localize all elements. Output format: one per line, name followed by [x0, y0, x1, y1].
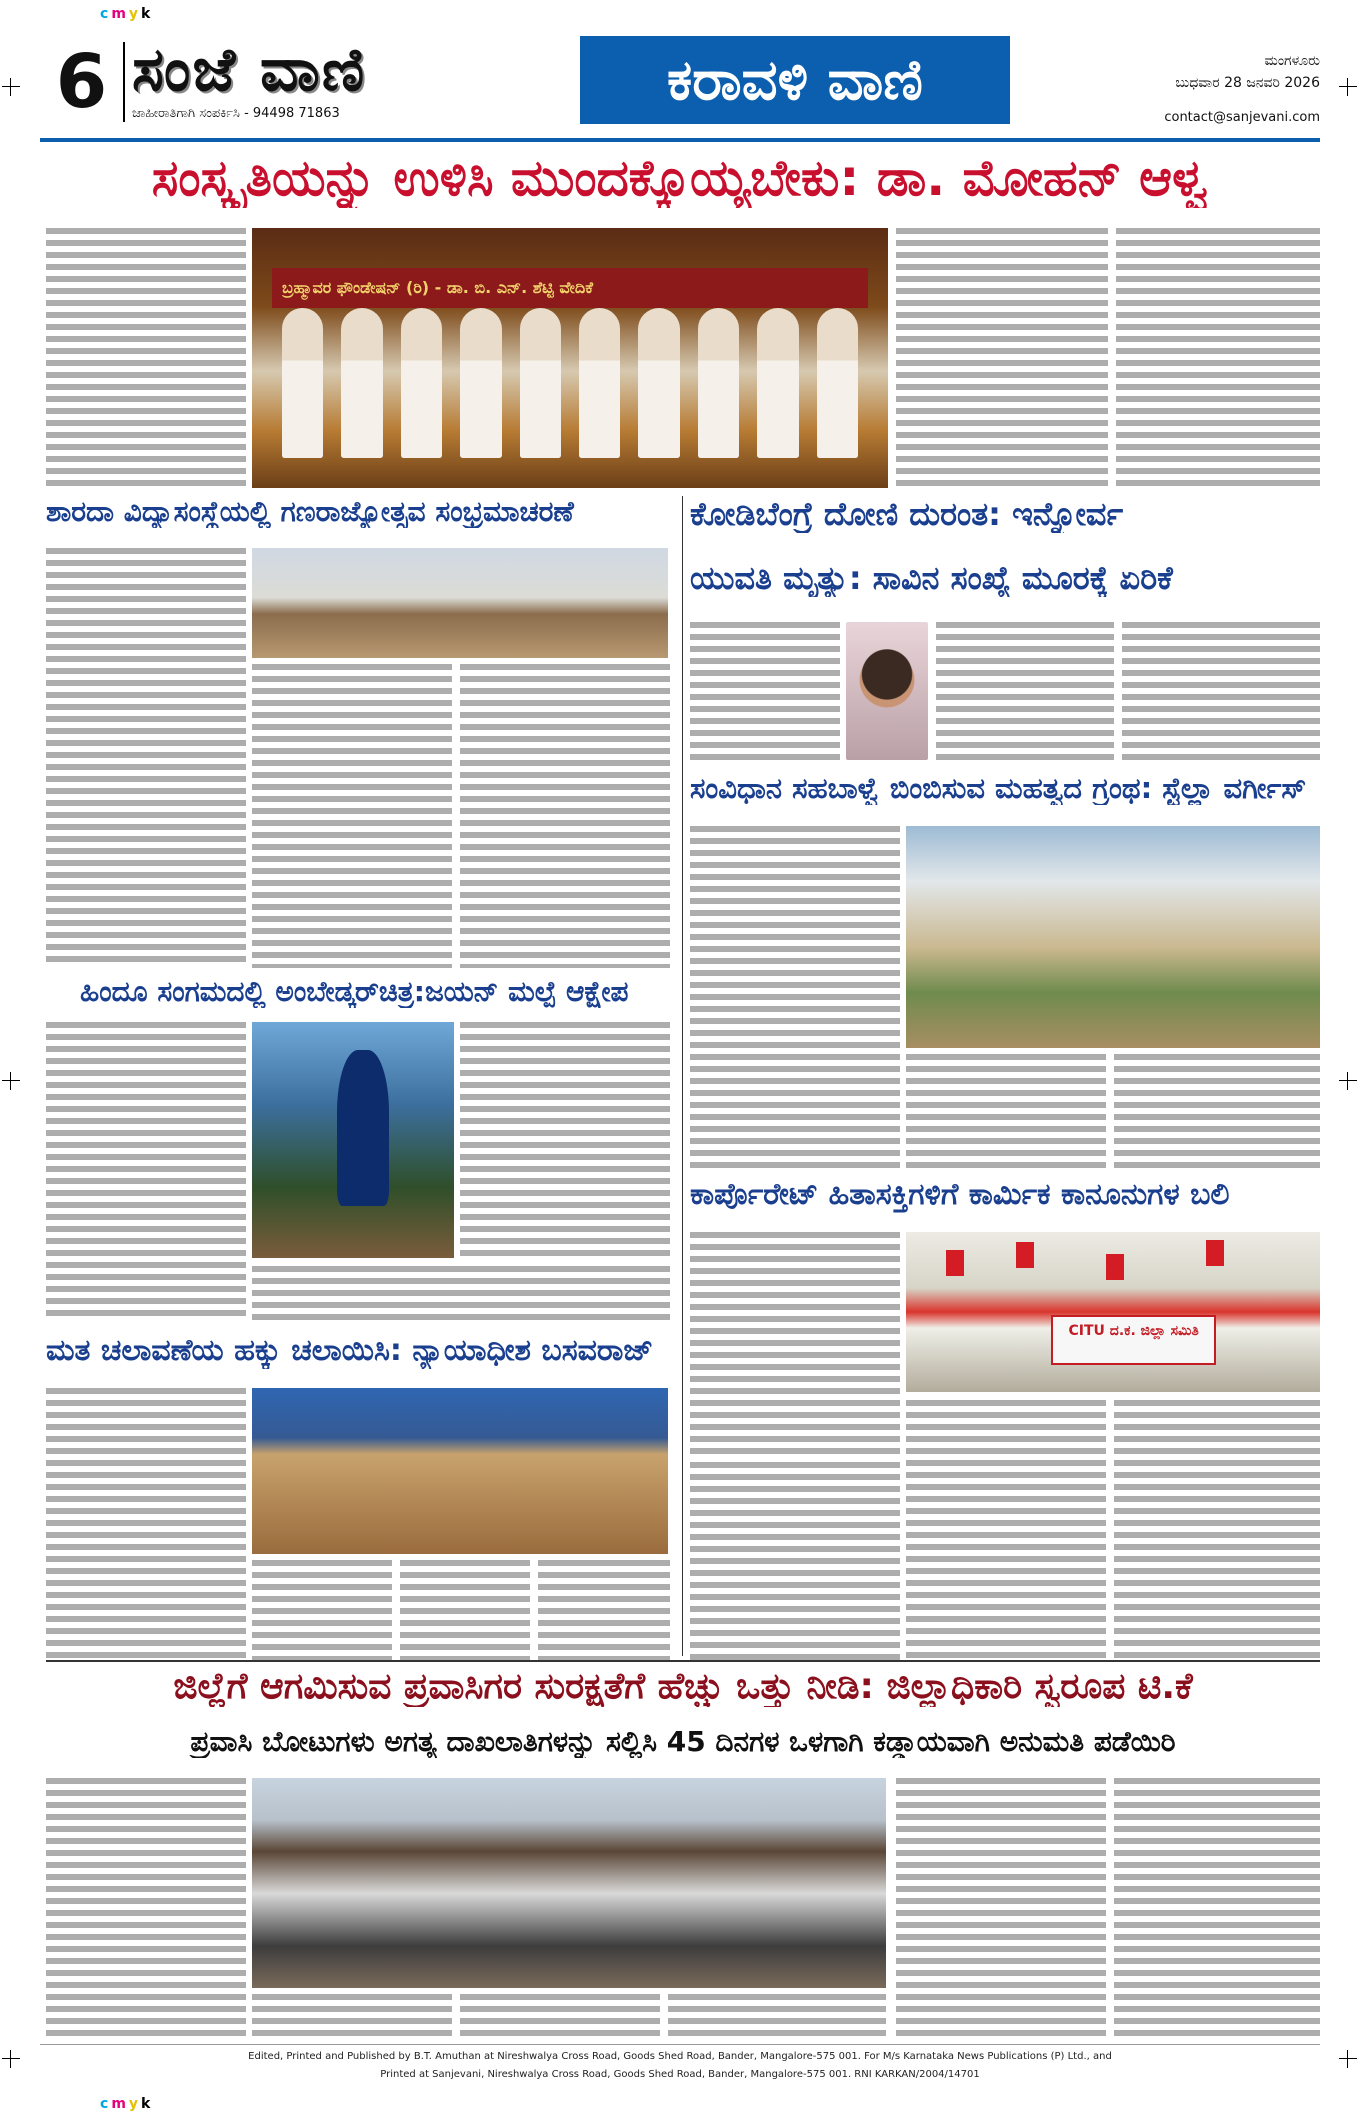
cmyk-color-bar-bottom: cmyk [100, 2096, 154, 2112]
article-body [1116, 228, 1320, 490]
registration-mark [2, 1072, 20, 1090]
kodibengre-headline-2: ಯುವತಿ ಮೃತ್ಯು: ಸಾವಿನ ಸಂಖ್ಯೆ ಮೂರಕ್ಕೆ ಏರಿಕೆ [690, 560, 1173, 597]
page-number: 6 [40, 42, 125, 122]
kodibengre-headline-1: ಕೋಡಿಬೆಂಗ್ರೆ ದೋಣಿ ದುರಂತ: ಇನ್ನೋರ್ವ [690, 496, 1124, 533]
article-body [252, 1266, 670, 1326]
city: ಮಂಗಳೂರು [1264, 53, 1320, 69]
article-body [46, 1388, 246, 1662]
tourists-headline: ಜಿಲ್ಲೆಗೆ ಆಗಮಿಸುವ ಪ್ರವಾಸಿಗರ ಸುರಕ್ಷತೆಗೆ ಹೆಚ್ಚು ಒತ್ತು ನೀಡಿ: ಜಿಲ್ಲಾಧಿಕಾರಿ ಸ್ವರೂಪ ಟಿ.ಕೆ [173, 1666, 1193, 1707]
article-body [690, 1462, 900, 1662]
article-body [690, 1232, 900, 1456]
masthead [40, 30, 1320, 130]
article-body [896, 1778, 1106, 2036]
registration-mark [2, 2050, 20, 2068]
victim-portrait [846, 622, 928, 760]
article-body [460, 1022, 670, 1258]
contact-email[interactable]: contact@sanjevani.com [1164, 110, 1320, 125]
article-body [1114, 1054, 1320, 1168]
protest-photo [906, 1232, 1320, 1392]
constitution-headline: ಸಂವಿಧಾನ ಸಹಬಾಳ್ವೆ ಬಿಂಬಿಸುವ ಮಹತ್ವದ ಗ್ರಂಥ: ಸ್ಟೆಲ್ಲಾ ವರ್ಗೀಸ್ [690, 772, 1307, 805]
registration-mark [1339, 2050, 1357, 2068]
article-body [460, 664, 670, 968]
voting-headline: ಮತ ಚಲಾವಣೆಯ ಹಕ್ಕು ಚಲಾಯಿಸಿ: ನ್ಯಾಯಾಧೀಶ ಬಸವರಾಜ್ [46, 1334, 654, 1368]
registration-mark [1339, 1072, 1357, 1090]
date: ಬುಧವಾರ 28 ಜನವರಿ 2026 [1175, 75, 1320, 91]
paper-name: ಸಂಜೆ ವಾಣಿ [132, 35, 367, 105]
stage-banner: ಬ್ರಹ್ಮಾವರ ಫೌಂಡೇಷನ್ (ರಿ) - ಡಾ. ಬಿ. ಎನ್. ಶೆಟ್ಟಿ ವೇದಿಕೆ [272, 268, 868, 308]
article-body [252, 1560, 392, 1662]
article-body [46, 548, 246, 968]
footer-rule [40, 2044, 1320, 2045]
registration-mark [2, 78, 20, 96]
masthead-rule [40, 138, 1320, 142]
article-body [538, 1560, 670, 1662]
award-photo [252, 1388, 668, 1554]
article-body [906, 1400, 1106, 1662]
article-body [1114, 1778, 1320, 2036]
corporate-headline: ಕಾರ್ಪೊರೇಟ್ ಹಿತಾಸಕ್ತಿಗಳಿಗೆ ಕಾರ್ಮಿಕ ಕಾನೂನುಗಳ ಬಲಿ [690, 1178, 1230, 1212]
article-body [1122, 622, 1320, 762]
tourists-subheadline: ಪ್ರವಾಸಿ ಬೋಟುಗಳು ಅಗತ್ಯ ದಾಖಲಾತಿಗಳನ್ನು ಸಲ್ಲಿಸಿ 45 ದಿನಗಳ ಒಳಗಾಗಿ ಕಡ್ಡಾಯವಾಗಿ ಅನುಮತಿ ಪಡೆಯಿರಿ [190, 1726, 1176, 1758]
column-divider [682, 496, 683, 1656]
imprint [40, 2048, 1320, 2084]
meeting-photo [252, 1778, 886, 1988]
article-body [46, 1022, 246, 1322]
sharada-headline: ಶಾರದಾ ವಿದ್ಯಾಸಂಸ್ಥೆಯಲ್ಲಿ ಗಣರಾಜ್ಯೋತ್ಸವ ಸಂಭ್ರಮಾಚರಣೆ [46, 496, 574, 528]
article-body [936, 622, 1114, 762]
article-body [668, 1994, 886, 2036]
edition-name: ಕರಾವಳಿ ವಾಣಿ [667, 47, 923, 113]
paper-logo [132, 34, 522, 124]
article-body [1114, 1400, 1320, 1662]
article-body [906, 1054, 1106, 1168]
article-body [896, 228, 1108, 490]
school-photo [252, 548, 668, 658]
registration-mark [1339, 78, 1357, 96]
parade-photo [906, 826, 1320, 1048]
lead-headline: ಸಂಸ್ಕೃತಿಯನ್ನು ಉಳಿಸಿ ಮುಂದಕ್ಕೊಯ್ಯಬೇಕು: ಡಾ. ಮೋಹನ್ ಆಳ್ವ [151, 150, 1209, 207]
lead-photo [252, 228, 888, 488]
dateline [1030, 50, 1320, 94]
section-divider [46, 1660, 1320, 1662]
article-body [460, 1994, 660, 2036]
article-body [690, 826, 900, 1168]
edition-logo [580, 36, 1010, 124]
advert-contact: ಜಾಹೀರಾತಿಗಾಗಿ ಸಂಪರ್ಕಿಸಿ - 94498 71863 [132, 106, 340, 121]
ambedkar-portrait-photo [252, 1022, 454, 1258]
article-body [46, 228, 246, 488]
protest-banner: CITU ದ.ಕ. ಜಿಲ್ಲಾ ಸಮಿತಿ [1051, 1315, 1217, 1365]
article-body [400, 1560, 530, 1662]
article-body [690, 622, 840, 762]
dignitaries [282, 308, 858, 458]
article-body [252, 664, 452, 968]
imprint-line-1: Edited, Printed and Published by B.T. Amuthan at Nireshwalya Cross Road, Goods Shed Road, Bander, Mangalore-575 001. For M/s Karnataka News Publications (P) Ltd., and [248, 2051, 1112, 2062]
article-body [46, 1778, 246, 2036]
imprint-line-2: Printed at Sanjevani, Nireshwalya Cross Road, Goods Shed Road, Bander, Mangalore-575 001. RNI KARKAN/2004/14701 [380, 2069, 980, 2080]
article-body [252, 1994, 452, 2036]
cmyk-color-bar: cmyk [100, 6, 154, 22]
ambedkar-headline: ಹಿಂದೂ ಸಂಗಮದಲ್ಲಿ ಅಂಬೇಡ್ಕರ್‌ಚಿತ್ರ:ಜಯನ್ ಮಲ್ಪೆ ಆಕ್ಷೇಪ [80, 976, 629, 1008]
